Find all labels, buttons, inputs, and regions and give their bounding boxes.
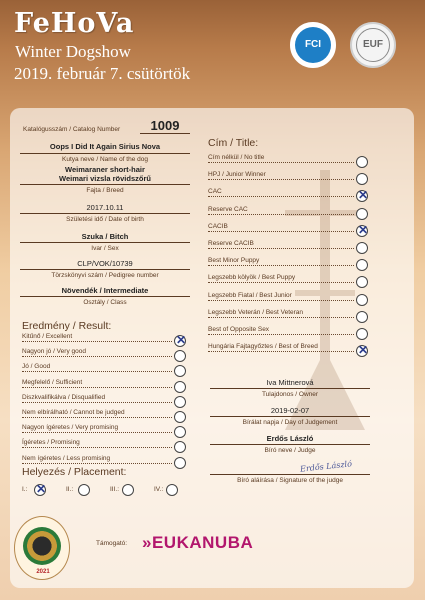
title-option-leader — [208, 265, 354, 266]
title-option-label: Best of Opposite Sex — [208, 326, 270, 333]
result-option-leader — [22, 371, 172, 372]
title-option-label: Legszebb kölyök / Best Puppy — [208, 274, 296, 282]
title-option-checkbox[interactable] — [356, 328, 368, 340]
result-option-label: Nem elbírálható / Cannot be judged — [22, 409, 125, 416]
result-option-label: Ígéretes / Promising — [22, 439, 80, 447]
title-option-label: CAC — [208, 188, 222, 196]
placement-option-label: II.: — [66, 486, 74, 493]
result-option-label: Jó / Good — [22, 363, 51, 371]
badge-emblem — [23, 527, 61, 565]
title-option-leader — [208, 351, 354, 352]
sponsor-name: EUKANUBA — [151, 533, 254, 552]
signature-underline — [210, 474, 370, 475]
title-option-label: Cím nélkül / No title — [208, 154, 265, 161]
class-underline — [20, 296, 190, 297]
placement-option-checkbox[interactable] — [122, 484, 134, 496]
result-heading: Eredmény / Result: — [22, 320, 112, 332]
result-option-label: Nem ígéretes / Less promising — [22, 454, 111, 462]
title-option-checkbox[interactable] — [356, 190, 368, 202]
result-option-checkbox[interactable] — [174, 396, 186, 408]
result-option-leader — [22, 387, 172, 388]
pedigree-underline — [20, 269, 190, 270]
judge-signature: Erdős László — [299, 459, 353, 474]
result-option-label: Megfelelő / Sufficient — [22, 378, 83, 386]
breed-underline — [20, 184, 190, 185]
title-option-label: HPJ / Junior Winner — [208, 171, 266, 179]
owner-underline — [210, 388, 370, 389]
title-option-checkbox[interactable] — [356, 156, 368, 168]
dob-underline — [20, 213, 190, 214]
title-option-leader — [208, 282, 354, 283]
result-option-label: Diszkvalifikálva / Disqualified — [22, 393, 106, 401]
sex-label: Ivar / Sex — [91, 245, 119, 252]
dob-label: Születési idő / Date of birth — [66, 216, 144, 223]
owner-value: Iva Mittnerová — [266, 378, 314, 387]
title-option-leader — [208, 334, 354, 335]
title-option-label: CACIB — [208, 222, 228, 230]
breed-label: Fajta / Breed — [86, 187, 124, 194]
result-option-leader — [22, 341, 172, 342]
result-option-label: Nagyon jó / Very good — [22, 348, 86, 356]
pedigree-label: Törzskönyvi szám / Pedigree number — [51, 272, 159, 279]
placement-option-checkbox[interactable] — [78, 484, 90, 496]
euf-logo: EUF — [350, 22, 396, 68]
title-option-label: Legszebb Veterán / Best Veteran — [208, 308, 304, 316]
title-option-leader — [208, 300, 354, 301]
judging-date-label: Bírálat napja / Day of Judgement — [242, 419, 338, 426]
title-option-label: Reserve CACIB — [208, 240, 254, 247]
catalog-label: Katalógusszám / Catalog Number — [23, 126, 121, 133]
judge-underline — [210, 444, 370, 445]
result-option-label: Kitűnő / Excellent — [22, 333, 73, 340]
title-option-leader — [208, 179, 354, 180]
result-option-leader — [22, 417, 172, 418]
title-option-leader — [208, 317, 354, 318]
placement-heading: Helyezés / Placement: — [22, 466, 127, 478]
show-title: FeHoVa — [14, 8, 135, 39]
class-label: Osztály / Class — [83, 299, 127, 306]
pedigree-value: CLP/VOK/10739 — [77, 259, 133, 268]
title-option-leader — [208, 162, 354, 163]
placement-option-checkbox[interactable] — [34, 484, 46, 496]
result-option-checkbox[interactable] — [174, 411, 186, 423]
sex-value: Szuka / Bitch — [81, 232, 129, 241]
sex-underline — [20, 242, 190, 243]
dog-name: Oops I Did It Again Sirius Nova — [49, 142, 161, 151]
european-dog-show-badge — [14, 516, 70, 580]
dob-value: 2017.10.11 — [86, 203, 124, 212]
signature-label: Bíró aláírása / Signature of the judge — [237, 477, 343, 484]
show-subtitle: Winter Dogshow — [15, 42, 131, 61]
breed-line-1: Weimaraner short-hair — [65, 165, 145, 174]
sponsor-logo — [142, 533, 253, 553]
placement-option-label: III.: — [110, 486, 120, 493]
title-option-label: Legszebb Fiatal / Best Junior — [208, 291, 292, 299]
title-heading: Cím / Title: — [208, 137, 259, 149]
title-option-checkbox[interactable] — [356, 294, 368, 306]
result-option-checkbox[interactable] — [174, 335, 186, 347]
placement-option-checkbox[interactable] — [166, 484, 178, 496]
title-option-checkbox[interactable] — [356, 345, 368, 357]
judge-label: Bíró neve / Judge — [264, 447, 316, 454]
result-option-leader — [22, 432, 172, 433]
result-option-checkbox[interactable] — [174, 457, 186, 469]
dog-name-label: Kutya neve / Name of the dog — [62, 156, 148, 163]
result-option-leader — [22, 447, 172, 448]
placement-option-label: IV.: — [154, 486, 164, 493]
result-option-leader — [22, 402, 172, 403]
breed-line-2: Weimari vizsla rövidszőrű — [59, 174, 151, 183]
owner-label: Tulajdonos / Owner — [261, 391, 319, 398]
title-option-checkbox[interactable] — [356, 242, 368, 254]
title-option-leader — [208, 196, 354, 197]
title-option-leader — [208, 214, 354, 215]
title-option-checkbox[interactable] — [356, 208, 368, 220]
title-option-checkbox[interactable] — [356, 225, 368, 237]
title-option-checkbox[interactable] — [356, 311, 368, 323]
badge-year: 2021 — [36, 569, 50, 575]
judge-value: Erdős László — [266, 434, 314, 443]
title-option-leader — [208, 248, 354, 249]
class-value: Növendék / Intermediate — [61, 286, 149, 295]
title-option-label: Hungária Fajtagyőztes / Best of Breed — [208, 343, 318, 351]
title-option-label: Reserve CAC — [208, 205, 248, 213]
fci-logo: FCI — [290, 22, 336, 68]
title-option-label: Best Minor Puppy — [208, 257, 260, 265]
dog-name-underline — [20, 153, 190, 154]
judging-date-value: 2019-02-07 — [270, 406, 310, 415]
result-option-leader — [22, 356, 172, 357]
title-option-leader — [208, 231, 354, 232]
sponsor-label: Támogató: — [96, 540, 128, 547]
placement-option-label: I.: — [22, 486, 28, 493]
catalog-underline — [140, 133, 190, 134]
result-option-label: Nagyon ígéretes / Very promising — [22, 424, 119, 432]
judging-date-underline — [210, 416, 370, 417]
header — [0, 0, 425, 100]
result-option-checkbox[interactable] — [174, 381, 186, 393]
result-option-leader — [22, 463, 172, 464]
show-date: 2019. február 7. csütörtök — [14, 64, 191, 83]
catalog-number: 1009 — [150, 118, 180, 133]
sponsor-arrow-icon: » — [142, 533, 152, 552]
